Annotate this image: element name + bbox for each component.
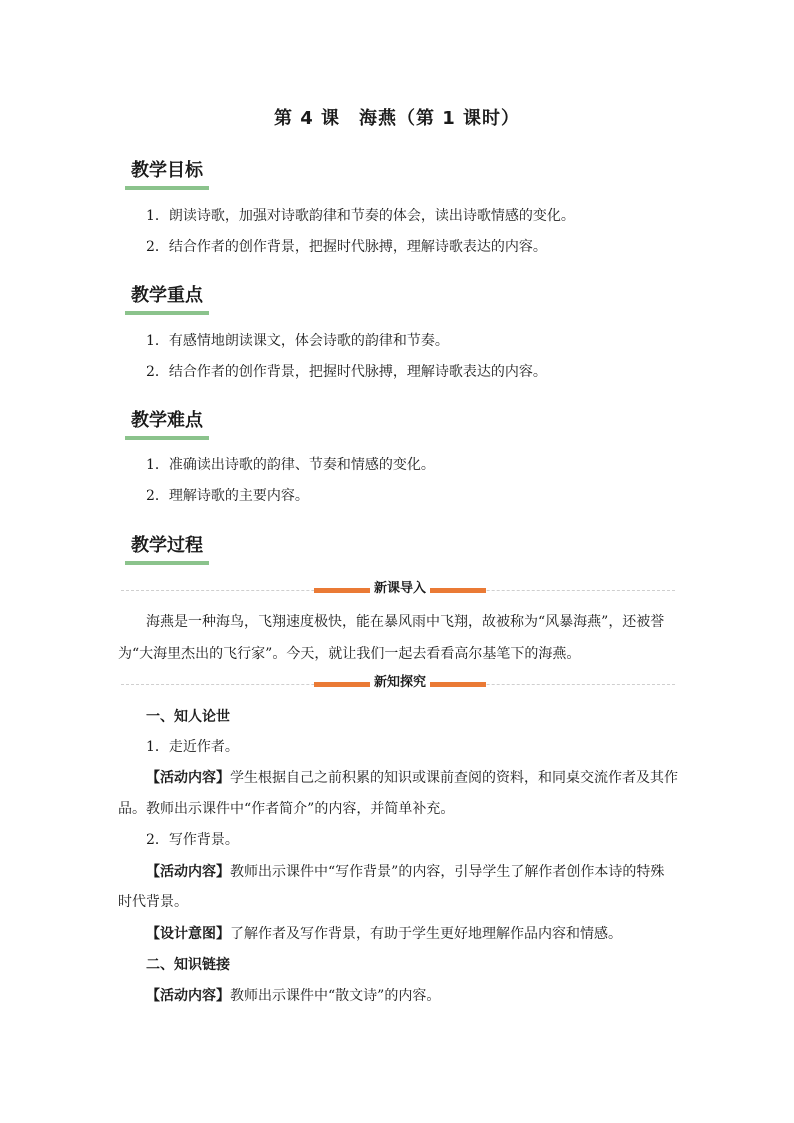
section-heading-key-points: 教学重点 <box>125 285 209 315</box>
activity3-line <box>146 986 440 1006</box>
step2-text: 2．写作背景。 <box>146 832 239 848</box>
activity2-line1 <box>146 862 664 882</box>
activity1-line2: 品。教师出示课件中“作者简介”的内容，并简单补充。 <box>118 801 455 817</box>
divider-bar-left <box>314 682 370 687</box>
difficulty-item-2: 2．理解诗歌的主要内容。 <box>146 488 309 504</box>
design-tag: 【设计意图】 <box>146 926 230 942</box>
part2-heading: 二、知识链接 <box>146 957 230 973</box>
activity2-text-1: 教师出示课件中“写作背景”的内容，引导学生了解作者创作本诗的特殊 <box>230 864 665 880</box>
divider-bar-right <box>430 588 486 593</box>
lesson-title: 第 4 课 海燕（第 1 课时） <box>273 108 521 129</box>
design-intent-line <box>146 924 622 944</box>
part1-heading: 一、知人论世 <box>146 709 230 725</box>
difficulty-item-1: 1．准确读出诗歌的韵律、节奏和情感的变化。 <box>146 457 435 473</box>
activity3-tag: 【活动内容】 <box>146 988 230 1004</box>
goal-item-2: 2．结合作者的创作背景，把握时代脉搏，理解诗歌表达的内容。 <box>146 239 547 255</box>
goal-item-1: 1．朗读诗歌，加强对诗歌韵律和节奏的体会，读出诗歌情感的变化。 <box>146 208 575 224</box>
divider-bar-right <box>430 682 486 687</box>
divider-explore <box>121 677 675 693</box>
key-point-item-1: 1．有感情地朗读课文，体会诗歌的韵律和节奏。 <box>146 333 449 349</box>
divider-intro <box>121 583 675 599</box>
divider-bar-left <box>314 588 370 593</box>
design-text: 了解作者及写作背景，有助于学生更好地理解作品内容和情感。 <box>230 926 622 942</box>
activity2-tag: 【活动内容】 <box>146 864 230 880</box>
activity3-text: 教师出示课件中“散文诗”的内容。 <box>230 988 441 1004</box>
activity1-text-1: 学生根据自己之前积累的知识或课前查阅的资料，和同桌交流作者及其作 <box>230 770 678 786</box>
section-heading-process: 教学过程 <box>125 535 209 565</box>
intro-line-1: 海燕是一种海鸟，飞翔速度极快，能在暴风雨中飞翔，故被称为“风暴海燕”，还被誉 <box>146 614 665 630</box>
step1-text: 1．走近作者。 <box>146 739 239 755</box>
activity2-line2: 时代背景。 <box>118 894 188 910</box>
key-point-item-2: 2．结合作者的创作背景，把握时代脉搏，理解诗歌表达的内容。 <box>146 364 547 380</box>
activity1-tag: 【活动内容】 <box>146 770 230 786</box>
divider-label-intro: 新课导入 <box>370 580 430 598</box>
divider-label-explore: 新知探究 <box>370 674 430 692</box>
activity1-line1 <box>146 768 678 788</box>
section-heading-goals: 教学目标 <box>125 160 209 190</box>
intro-line-2: 为“大海里杰出的飞行家”。今天，就让我们一起去看看高尔基笔下的海燕。 <box>118 646 581 662</box>
section-heading-difficulties: 教学难点 <box>125 410 209 440</box>
